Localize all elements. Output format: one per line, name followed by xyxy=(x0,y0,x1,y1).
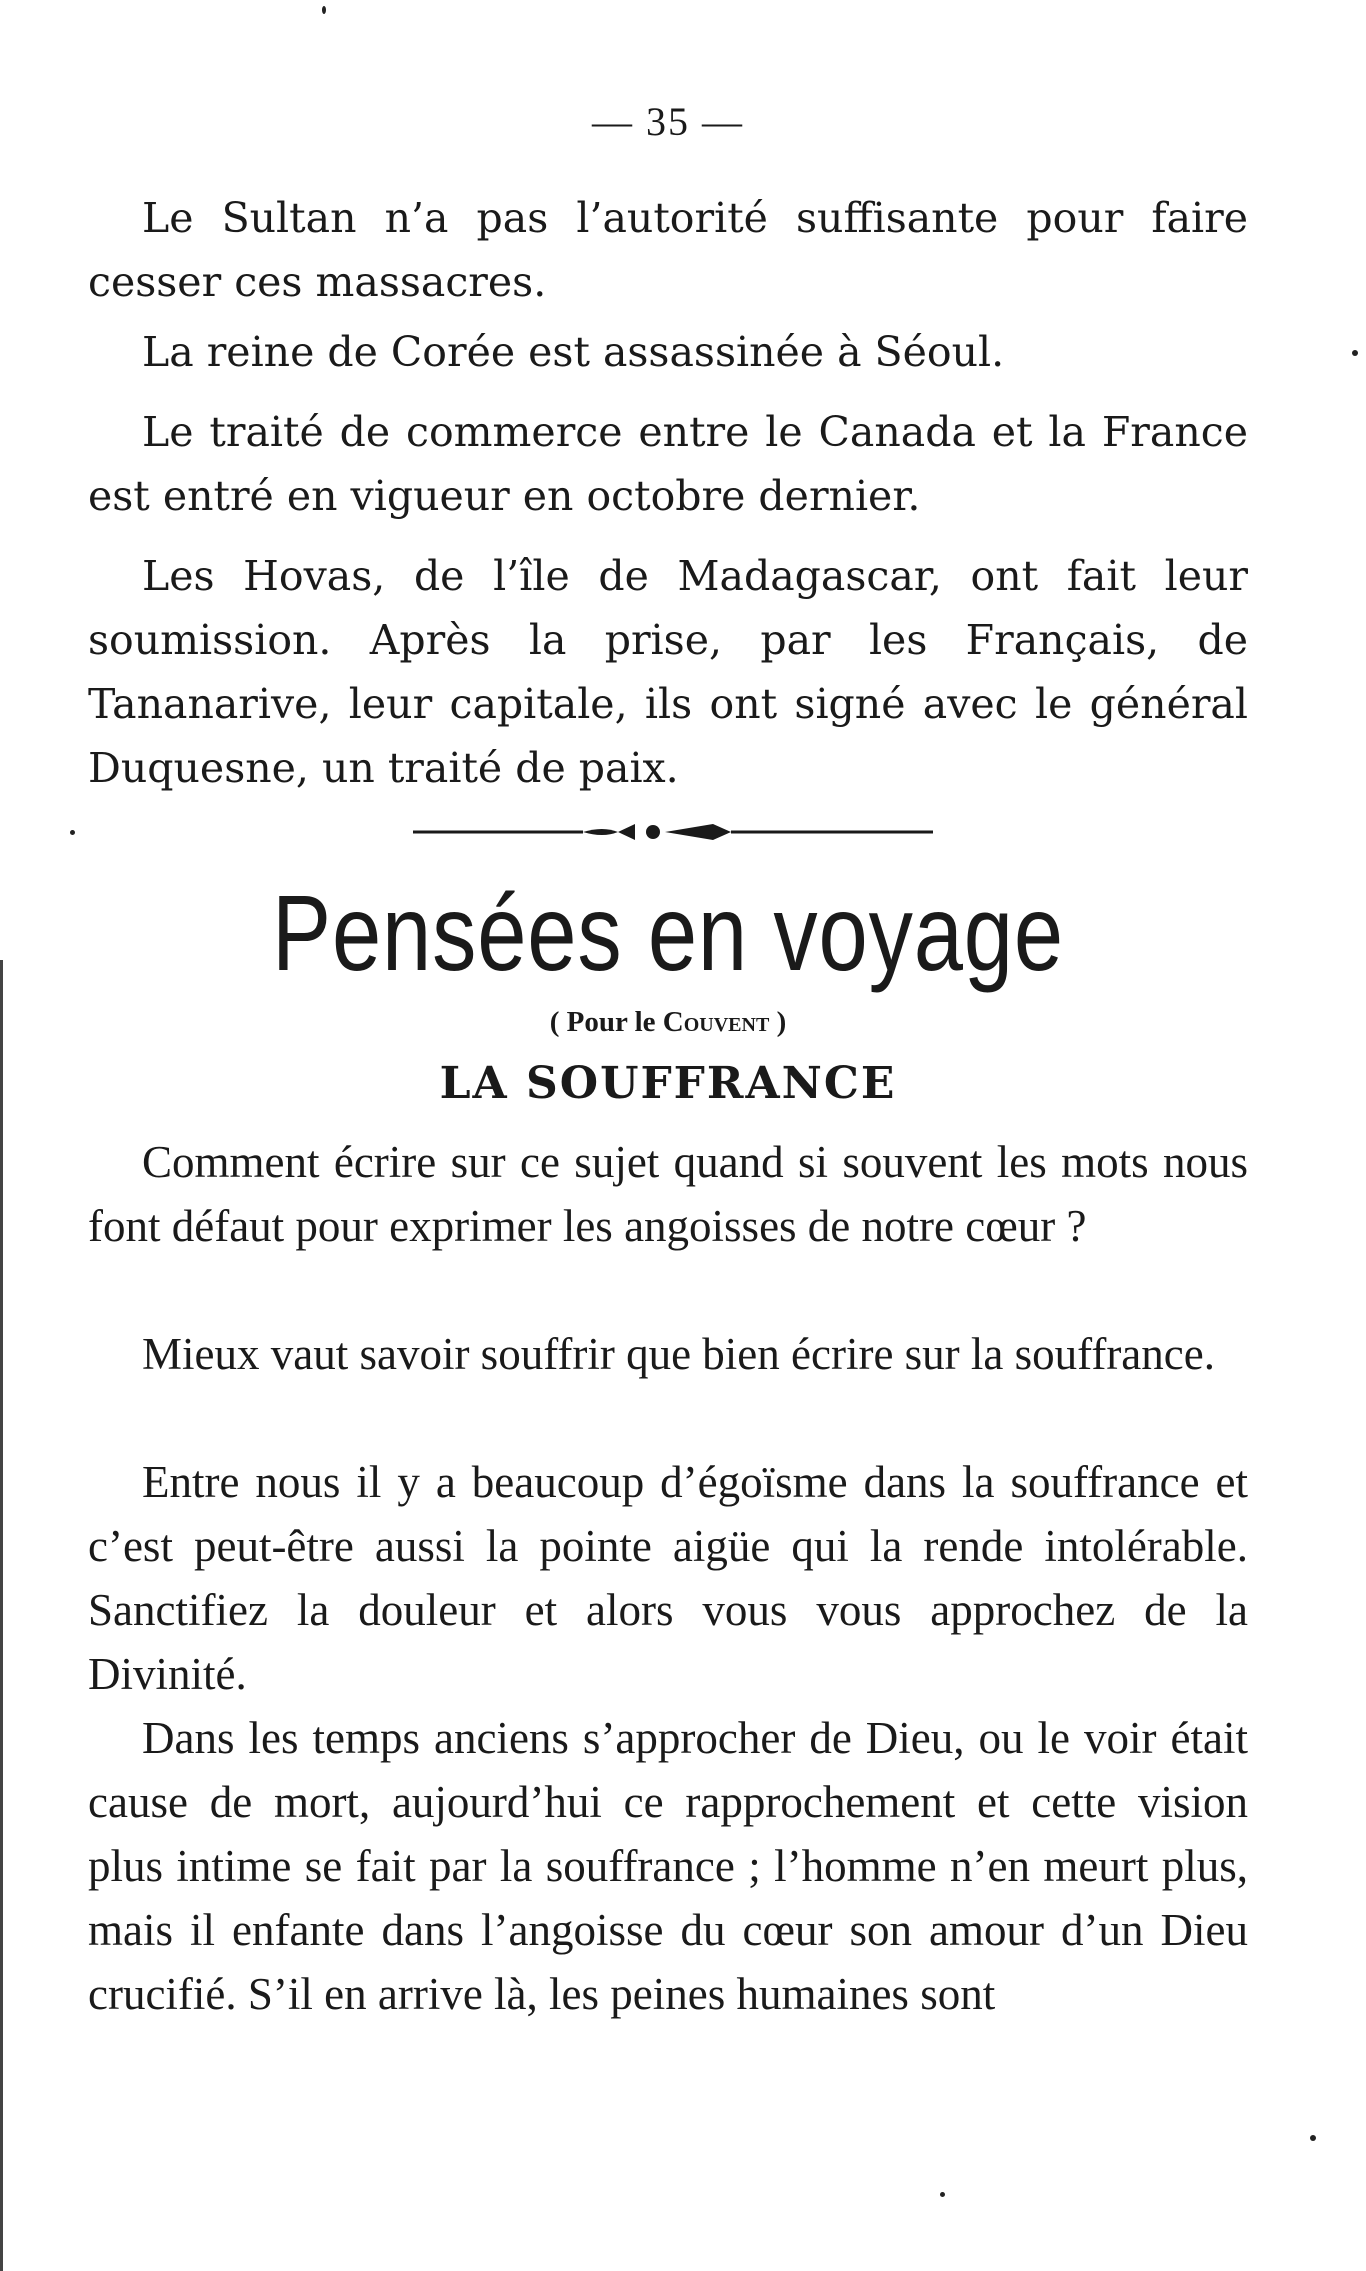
news-paragraph: Le traité de commerce entre le Canada et la France est entré en vigueur en octobre dernier. xyxy=(88,408,1248,520)
article-paragraph: Dans les temps anciens s’approcher de Dieu, ou le voir était cause de mort, aujourd’hui ce rapprochement et cette vision plus intime se fait par la souffrance ; l’homme n’en meurt plus, mais il enfante dans l’angoisse du cœur son amour d’un Dieu crucifié. S’il en arrive là, les peines humaines sont xyxy=(88,1713,1248,2019)
news-paragraph: Le Sultan n’a pas l’autorité suffisante pour faire cesser ces massacres. xyxy=(88,194,1248,306)
subtitle-open: ( Pour le xyxy=(549,1006,663,1038)
ornamental-divider xyxy=(413,818,933,846)
scan-speck xyxy=(70,830,75,835)
scan-speck xyxy=(0,960,3,2271)
scan-speck xyxy=(1352,350,1358,356)
article-title: Pensées en voyage xyxy=(272,872,1064,993)
scan-speck xyxy=(940,2192,945,2197)
subtitle-close: ) xyxy=(769,1006,787,1038)
news-paragraph: La reine de Corée est assassinée à Séoul. xyxy=(142,328,1005,376)
page-number: — 35 — xyxy=(592,99,744,144)
subtitle-small-caps: Couvent xyxy=(662,1006,770,1038)
scan-speck xyxy=(1310,2135,1316,2141)
article-paragraph: Mieux vaut savoir souffrir que bien écrire sur la souffrance. xyxy=(142,1329,1215,1379)
scan-speck xyxy=(322,6,326,14)
news-paragraph: Les Hovas, de l’île de Madagascar, ont fait leur soumission. Après la prise, par les Français, de Tananarive, leur capitale, ils ont signé avec le général Duquesne, un traité de paix. xyxy=(88,552,1248,792)
section-heading: LA SOUFFRANCE xyxy=(439,1058,897,1109)
article-subtitle xyxy=(88,1004,1248,1040)
article-paragraph: Entre nous il y a beaucoup d’égoïsme dans la souffrance et c’est peut-être aussi la pointe aigüe qui la rende intolérable. Sanctifiez la douleur et alors vous vous approchez de la Divinité. xyxy=(88,1457,1248,1699)
article-paragraph: Comment écrire sur ce sujet quand si souvent les mots nous font défaut pour exprimer les angoisses de notre cœur ? xyxy=(88,1137,1248,1251)
